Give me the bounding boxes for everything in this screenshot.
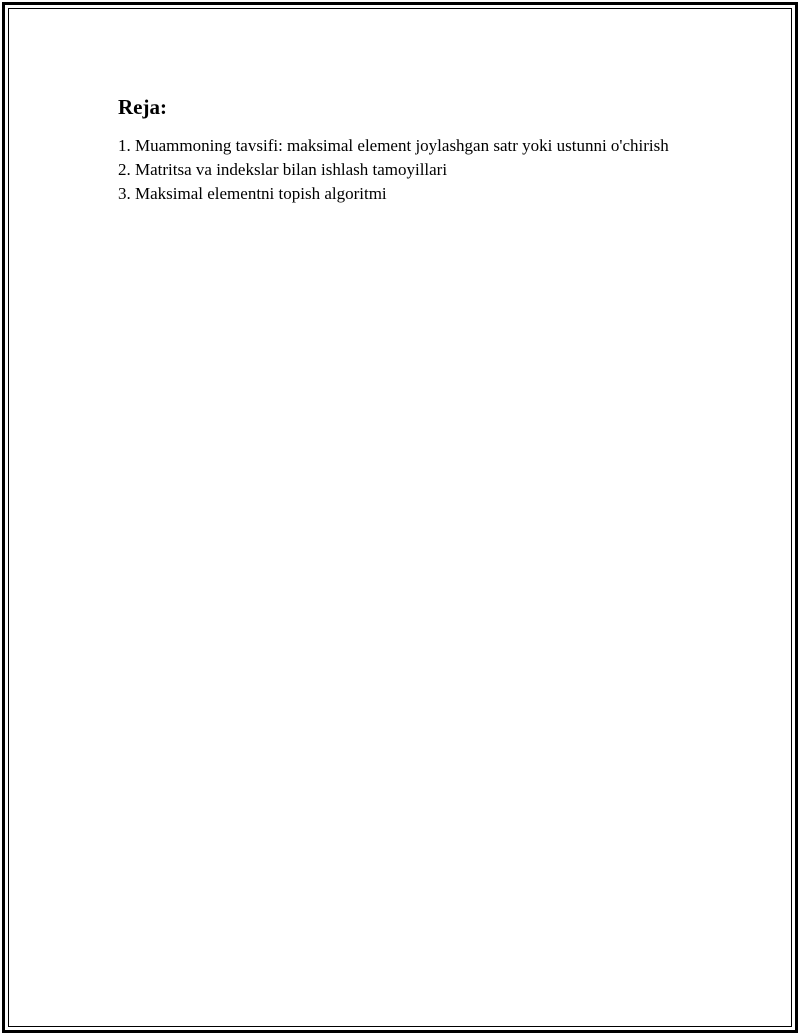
plan-title: Reja: [118,95,167,119]
plan-item-3: 3. Maksimal elementni topish algoritmi [118,184,387,203]
page-content [118,94,678,206]
plan-item-1: 1. Muammoning tavsifi: maksimal element joylashgan satr yoki ustunni o'chirish [118,136,669,155]
plan-list [118,134,678,206]
plan-item-2: 2. Matritsa va indekslar bilan ishlash tamoyillari [118,160,448,179]
